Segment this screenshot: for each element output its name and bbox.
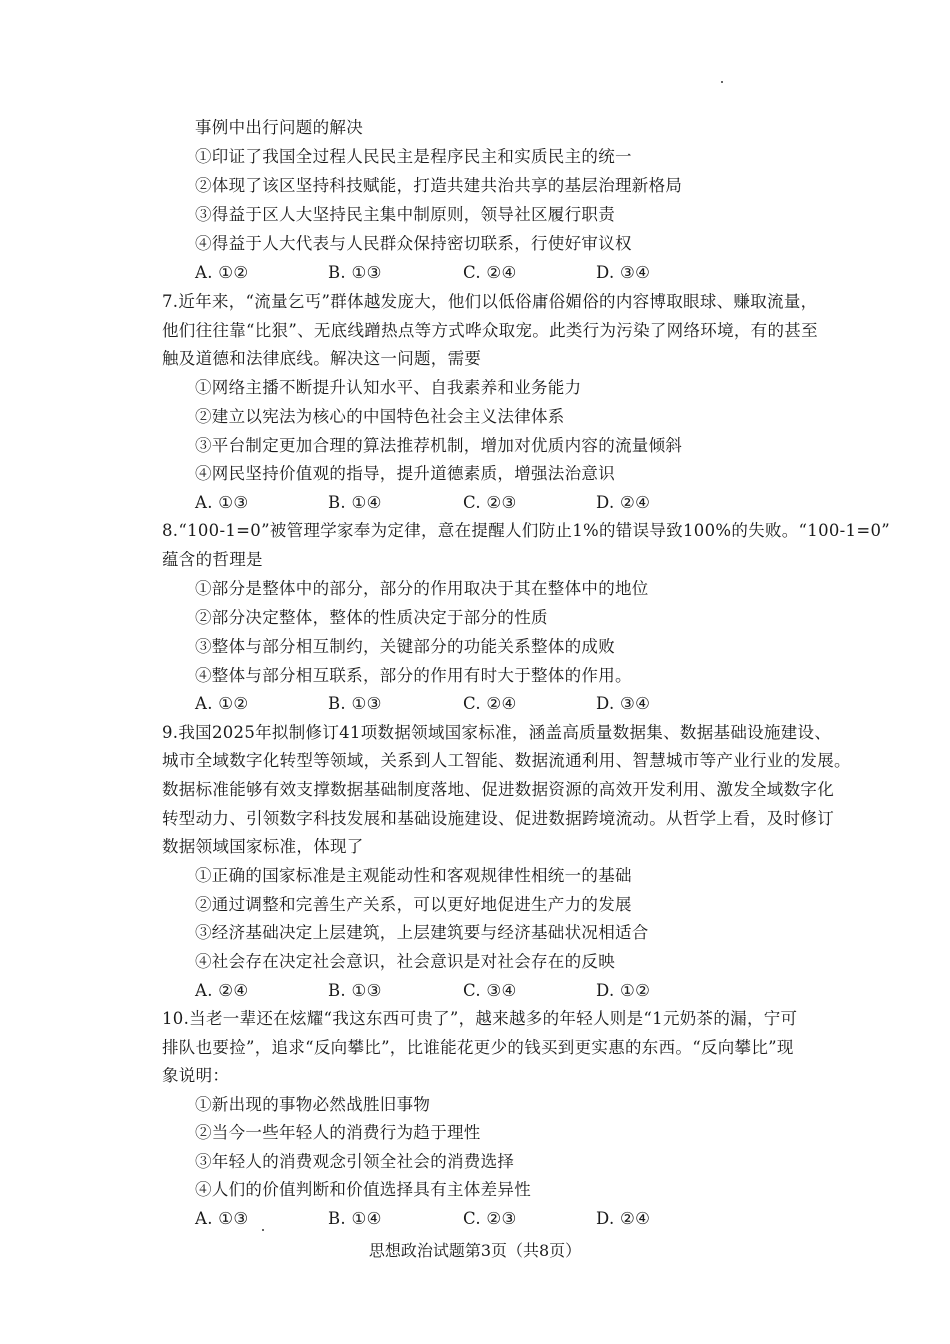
q9-stem-line-5: 数据领域国家标准，体现了 bbox=[162, 837, 364, 856]
q9-answer-d: D. ①② bbox=[596, 981, 651, 1000]
q6-answer-c: C. ②④ bbox=[463, 263, 517, 282]
q10-answer-b: B. ①④ bbox=[328, 1209, 382, 1228]
q9-stem-line-3: 数据标准能够有效支撑数据基础制度落地、促进数据资源的高效开发利用、激发全域数字化 bbox=[162, 780, 834, 799]
q7-answer-b: B. ①④ bbox=[328, 493, 382, 512]
q7-option-3: ③平台制定更加合理的算法推荐机制，增加对优质内容的流量倾斜 bbox=[195, 436, 683, 455]
q8-option-1: ①部分是整体中的部分，部分的作用取决于其在整体中的地位 bbox=[195, 579, 649, 598]
q10-option-3: ③年轻人的消费观念引领全社会的消费选择 bbox=[195, 1152, 515, 1171]
q9-stem-line-1: 9.我国2025年拟制修订41项数据领域国家标准，涵盖高质量数据集、数据基础设施建设、 bbox=[162, 723, 832, 742]
q9-answer-a: A. ②④ bbox=[195, 981, 249, 1000]
q7-answer-d: D. ②④ bbox=[596, 493, 651, 512]
q6-option-1: ①印证了我国全过程人民民主是程序民主和实质民主的统一 bbox=[195, 147, 632, 166]
q8-option-4: ④整体与部分相互联系，部分的作用有时大于整体的作用。 bbox=[195, 666, 632, 685]
q10-answer-c: C. ②③ bbox=[463, 1209, 517, 1228]
question-6-tail: 事例中出行问题的解决 bbox=[195, 118, 363, 137]
q7-option-2: ②建立以宪法为核心的中国特色社会主义法律体系 bbox=[195, 407, 565, 426]
q7-stem-line-1: 7.近年来，“流量乞丐”群体越发庞大，他们以低俗庸俗媚俗的内容博取眼球、赚取流量， bbox=[162, 292, 818, 311]
q10-option-4: ④人们的价值判断和价值选择具有主体差异性 bbox=[195, 1180, 531, 1199]
q9-option-1: ①正确的国家标准是主观能动性和客观规律性相统一的基础 bbox=[195, 866, 632, 885]
q6-option-2: ②体现了该区坚持科技赋能，打造共建共治共享的基层治理新格局 bbox=[195, 176, 683, 195]
q9-answer-c: C. ③④ bbox=[463, 981, 517, 1000]
q7-option-1: ①网络主播不断提升认知水平、自我素养和业务能力 bbox=[195, 378, 582, 397]
q10-answer-a: A. ①③ bbox=[195, 1209, 249, 1228]
q10-stem-line-3: 象说明： bbox=[162, 1066, 230, 1085]
q10-stem-line-2: 排队也要捡”，追求“反向攀比”，比谁能花更少的钱买到更实惠的东西。“反向攀比”现 bbox=[162, 1038, 794, 1057]
q10-stem-line-1: 10.当老一辈还在炫耀“我这东西可贵了”，越来越多的年轻人则是“1元奶茶的漏，宁可 bbox=[162, 1009, 798, 1028]
q8-stem-line-1: 8.“100-1=0”被管理学家奉为定律，意在提醒人们防止1%的错误导致100%的失败。“100-1=0” bbox=[162, 521, 891, 540]
q8-answer-b: B. ①③ bbox=[328, 694, 382, 713]
q6-answer-b: B. ①③ bbox=[328, 263, 382, 282]
q10-answer-d: D. ②④ bbox=[596, 1209, 651, 1228]
q7-answer-c: C. ②③ bbox=[463, 493, 517, 512]
q8-option-2: ②部分决定整体，整体的性质决定于部分的性质 bbox=[195, 608, 548, 627]
q6-answer-a: A. ①② bbox=[195, 263, 249, 282]
q10-option-2: ②当今一些年轻人的消费行为趋于理性 bbox=[195, 1123, 481, 1142]
q8-answer-d: D. ③④ bbox=[596, 694, 651, 713]
q9-stem-line-4: 转型动力、引领数字科技发展和基础设施建设、促进数据跨境流动。从哲学上看，及时修订 bbox=[162, 809, 834, 828]
page-footer: 思想政治试题第3页（共8页） bbox=[368, 1241, 582, 1260]
q6-option-3: ③得益于区人大坚持民主集中制原则，领导社区履行职责 bbox=[195, 205, 615, 224]
q9-option-3: ③经济基础决定上层建筑，上层建筑要与经济基础状况相适合 bbox=[195, 923, 649, 942]
q9-answer-b: B. ①③ bbox=[328, 981, 382, 1000]
q8-option-3: ③整体与部分相互制约，关键部分的功能关系整体的成败 bbox=[195, 637, 615, 656]
q7-stem-line-2: 他们往往靠“比狠”、无底线蹭热点等方式哗众取宠。此类行为污染了网络环境，有的甚至 bbox=[162, 321, 818, 340]
q7-option-4: ④网民坚持价值观的指导，提升道德素质，增强法治意识 bbox=[195, 464, 615, 483]
q6-answer-d: D. ③④ bbox=[596, 263, 651, 282]
scan-speck bbox=[721, 81, 723, 83]
scan-speck bbox=[262, 1229, 264, 1231]
q6-option-4: ④得益于人大代表与人民群众保持密切联系，行使好审议权 bbox=[195, 234, 632, 253]
q8-answer-a: A. ①② bbox=[195, 694, 249, 713]
q7-stem-line-3: 触及道德和法律底线。解决这一问题，需要 bbox=[162, 349, 482, 368]
q9-option-2: ②通过调整和完善生产关系，可以更好地促进生产力的发展 bbox=[195, 895, 632, 914]
q9-stem-line-2: 城市全域数字化转型等领域，关系到人工智能、数据流通利用、智慧城市等产业行业的发展。 bbox=[162, 751, 851, 770]
q10-option-1: ①新出现的事物必然战胜旧事物 bbox=[195, 1095, 431, 1114]
q9-option-4: ④社会存在决定社会意识，社会意识是对社会存在的反映 bbox=[195, 952, 615, 971]
q8-answer-c: C. ②④ bbox=[463, 694, 517, 713]
q7-answer-a: A. ①③ bbox=[195, 493, 249, 512]
q8-stem-line-2: 蕴含的哲理是 bbox=[162, 550, 263, 569]
